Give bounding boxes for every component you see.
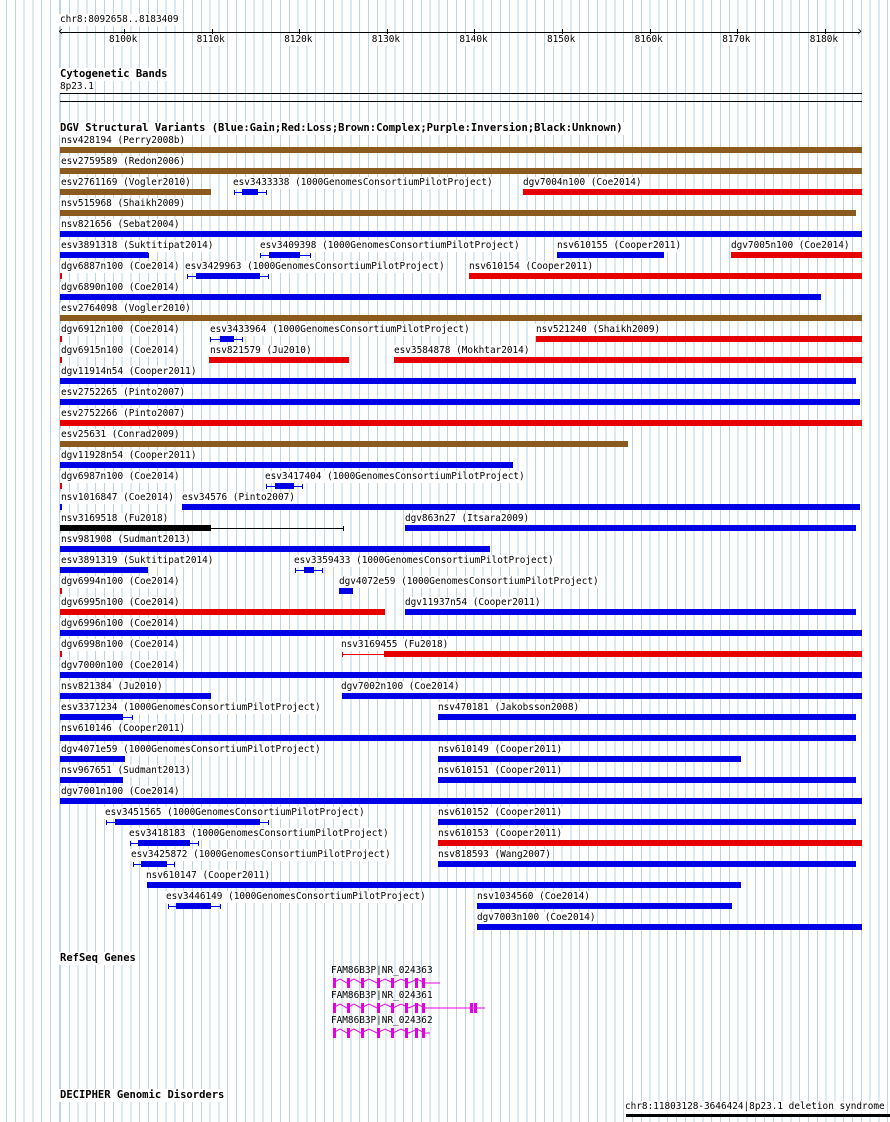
gene-label: FAM86B3P|NR_024363 (331, 965, 433, 976)
variant-bar (384, 651, 862, 657)
variant-bar (477, 903, 732, 909)
variant-label: dgv6890n100 (Coe2014) (61, 282, 180, 293)
ruler-tick-label: 8140k (459, 34, 488, 45)
variant-label: esv3433964 (1000GenomesConsortiumPilotProject) (210, 324, 470, 335)
gene-model (325, 1001, 495, 1015)
cytoband-line (60, 93, 862, 94)
gene-exon (333, 1003, 336, 1013)
variant-bar (60, 315, 862, 321)
variant-label: dgv4071e59 (1000GenomesConsortiumPilotProject) (61, 744, 321, 755)
variant-bar (138, 840, 190, 846)
decipher-bar (626, 1114, 890, 1117)
variant-bar (196, 273, 260, 279)
variant-end-tick (242, 337, 243, 342)
variant-label: esv34576 (Pinto2007) (182, 492, 295, 503)
variant-end-tick (132, 715, 133, 720)
variant-bar (438, 819, 856, 825)
variant-label: nsv1016847 (Coe2014) (61, 492, 174, 503)
gene-exon (415, 978, 418, 988)
gene-exon (391, 1028, 394, 1038)
variant-label: dgv4072e59 (1000GenomesConsortiumPilotProject) (339, 576, 599, 587)
variant-label: dgv7003n100 (Coe2014) (477, 912, 596, 923)
variant-bar (477, 924, 862, 930)
variant-end-tick (174, 862, 175, 867)
dgv-track-title: DGV Structural Variants (Blue:Gain;Red:Loss;Brown:Complex;Purple:Inversion;Black:Unknown) (60, 122, 623, 134)
variant-bar (60, 294, 821, 300)
variant-label: esv3429963 (1000GenomesConsortiumPilotProject) (185, 261, 445, 272)
variant-bar (60, 630, 862, 636)
ruler-tick-label: 8100k (109, 34, 138, 45)
variant-bar (304, 567, 314, 573)
gene-exon (347, 1003, 350, 1013)
variant-bar (60, 420, 862, 426)
variant-label: dgv6915n100 (Coe2014) (61, 345, 180, 356)
gene-exon (415, 1003, 418, 1013)
variant-label: nsv3169518 (Fu2018) (61, 513, 169, 524)
variant-bar (60, 567, 148, 573)
gene-intron-line (333, 1004, 485, 1008)
variant-label: esv3409398 (1000GenomesConsortiumPilotProject) (260, 240, 520, 251)
variant-label: dgv7005n100 (Coe2014) (731, 240, 850, 251)
variant-label: esv3446149 (1000GenomesConsortiumPilotProject) (166, 891, 426, 902)
variant-end-tick (133, 862, 134, 867)
variant-label: nsv818593 (Wang2007) (438, 849, 551, 860)
variant-bar (60, 672, 862, 678)
variant-bar (60, 462, 513, 468)
ruler-tick-label: 8110k (196, 34, 225, 45)
gene-exon (405, 978, 408, 988)
variant-end-tick (187, 274, 188, 279)
gene-exon (391, 978, 394, 988)
variant-bar (60, 441, 628, 447)
variant-bar (60, 735, 856, 741)
variant-bar (209, 357, 349, 363)
variant-bar (536, 336, 862, 342)
variant-label: esv3584878 (Mokhtar2014) (394, 345, 530, 356)
refseq-genes-title: RefSeq Genes (60, 952, 136, 964)
variant-bar (60, 252, 148, 258)
variant-bar (438, 714, 856, 720)
variant-span-line (342, 654, 384, 655)
gene-label: FAM86B3P|NR_024361 (331, 990, 433, 1001)
variant-bar (60, 189, 211, 195)
variant-bar (339, 588, 353, 594)
variant-label: nsv515968 (Shaikh2009) (61, 198, 186, 209)
variant-bar (269, 252, 300, 258)
variant-end-tick (210, 337, 211, 342)
variant-bar (147, 882, 741, 888)
gene-exon (405, 1028, 408, 1038)
variant-bar (60, 168, 862, 174)
variant-end-tick (106, 820, 107, 825)
variant-label: dgv6995n100 (Coe2014) (61, 597, 180, 608)
variant-label: dgv11937n54 (Cooper2011) (405, 597, 541, 608)
gene-exon (377, 1028, 380, 1038)
ruler-tick-label: 8130k (371, 34, 401, 45)
variant-label: nsv610155 (Cooper2011) (557, 240, 682, 251)
variant-label: nsv610147 (Cooper2011) (146, 870, 271, 881)
variant-label: dgv6996n100 (Coe2014) (61, 618, 180, 629)
decipher-title: DECIPHER Genomic Disorders (60, 1089, 225, 1101)
variant-label: esv3359433 (1000GenomesConsortiumPilotProject) (294, 555, 554, 566)
gene-exon (474, 1003, 477, 1013)
ruler-tick-label: 8120k (284, 34, 313, 45)
gene-exon (361, 1003, 364, 1013)
gene-exon (422, 1003, 425, 1013)
variant-label: nsv610154 (Cooper2011) (469, 261, 594, 272)
gene-label: FAM86B3P|NR_024362 (331, 1015, 433, 1026)
variant-bar (60, 147, 862, 153)
variant-bar (60, 756, 125, 762)
ruler-tick-label: 8160k (634, 34, 663, 45)
variant-bar (557, 252, 664, 258)
variant-bar (60, 210, 856, 216)
variant-label: dgv6987n100 (Coe2014) (61, 471, 180, 482)
variant-label: dgv11928n54 (Cooper2011) (61, 450, 197, 461)
variant-label: nsv981908 (Sudmant2013) (61, 534, 191, 545)
variant-end-tick (220, 904, 221, 909)
variant-label: esv2752265 (Pinto2007) (61, 387, 186, 398)
variant-label: nsv610152 (Cooper2011) (438, 807, 563, 818)
variant-bar (60, 714, 123, 720)
variant-label: esv3451565 (1000GenomesConsortiumPilotProject) (105, 807, 365, 818)
variant-label: nsv821656 (Sebat2004) (61, 219, 180, 230)
variant-bar (438, 840, 862, 846)
gene-model (325, 1026, 495, 1040)
variant-bar (115, 819, 260, 825)
variant-label: dgv7002n100 (Coe2014) (341, 681, 460, 692)
variant-end-tick (342, 652, 343, 657)
variant-bar (60, 609, 385, 615)
variant-end-tick (268, 820, 269, 825)
gene-exon (470, 1003, 473, 1013)
gene-model (325, 976, 495, 990)
variant-label: esv3418183 (1000GenomesConsortiumPilotProject) (129, 828, 389, 839)
variant-bar (342, 693, 862, 699)
variant-label: esv3891318 (Suktitipat2014) (61, 240, 214, 251)
variant-end-tick (130, 841, 131, 846)
variant-end-tick (148, 253, 149, 258)
variant-end-tick (260, 253, 261, 258)
variant-end-tick (322, 568, 323, 573)
variant-bar (60, 504, 62, 510)
variant-bar (438, 861, 856, 867)
variant-label: nsv821384 (Ju2010) (61, 681, 163, 692)
variant-label: nsv610146 (Cooper2011) (61, 723, 186, 734)
gene-exon (333, 1028, 336, 1038)
variant-label: esv2759589 (Redon2006) (61, 156, 186, 167)
variant-end-tick (268, 274, 269, 279)
variant-bar (60, 777, 123, 783)
variant-label: nsv1034560 (Coe2014) (477, 891, 590, 902)
gene-exon (361, 1028, 364, 1038)
variant-bar (60, 378, 856, 384)
variant-label: esv3425872 (1000GenomesConsortiumPilotProject) (131, 849, 391, 860)
variant-bar (438, 756, 741, 762)
variant-end-tick (295, 568, 296, 573)
variant-bar (438, 777, 856, 783)
variant-label: nsv428194 (Perry2008b) (61, 135, 186, 146)
variant-bar (394, 357, 862, 363)
variant-bar (141, 861, 167, 867)
variant-label: esv2764098 (Vogler2010) (61, 303, 191, 314)
variant-label: dgv7001n100 (Coe2014) (61, 786, 180, 797)
variant-bar (405, 609, 856, 615)
variant-label: esv2752266 (Pinto2007) (61, 408, 186, 419)
variant-end-tick (302, 484, 303, 489)
ruler-left-arrow: ‹ (57, 24, 65, 38)
variant-bar (60, 399, 860, 405)
variant-label: nsv3169455 (Fu2018) (341, 639, 449, 650)
variant-bar (60, 483, 62, 489)
variant-label: dgv11914n54 (Cooper2011) (61, 366, 197, 377)
ruler-tick-label: 8180k (809, 34, 839, 45)
gene-exon (391, 1003, 394, 1013)
variant-label: esv3433338 (1000GenomesConsortiumPilotProject) (233, 177, 493, 188)
ruler-tick-label: 8150k (547, 34, 576, 45)
gene-exon (377, 978, 380, 988)
ruler-axis-line (60, 32, 860, 33)
variant-bar (405, 525, 856, 531)
variant-bar (60, 231, 862, 237)
variant-bar (731, 252, 862, 258)
variant-label: nsv967651 (Sudmant2013) (61, 765, 191, 776)
variant-bar (60, 546, 490, 552)
cytogenetic-bands-title: Cytogenetic Bands (60, 68, 168, 80)
variant-bar (60, 693, 211, 699)
variant-label: nsv610153 (Cooper2011) (438, 828, 563, 839)
variant-label: dgv6912n100 (Coe2014) (61, 324, 180, 335)
gene-exon (405, 1003, 408, 1013)
cytoband-label: 8p23.1 (60, 81, 94, 92)
variant-end-tick (234, 190, 235, 195)
gene-exon (361, 978, 364, 988)
decipher-label: chr8:11803128-3646424|8p23.1 deletion syndrome (625, 1101, 885, 1112)
variant-bar (242, 189, 258, 195)
ruler-position-label: chr8:8092658..8183409 (60, 14, 179, 25)
variant-end-tick (266, 484, 267, 489)
variant-end-tick (343, 526, 344, 531)
gene-exon (377, 1003, 380, 1013)
variant-bar (60, 273, 62, 279)
variant-label: dgv6994n100 (Coe2014) (61, 576, 180, 587)
variant-label: nsv521240 (Shaikh2009) (536, 324, 661, 335)
gene-exon (333, 978, 336, 988)
variant-bar (182, 504, 860, 510)
variant-bar (60, 651, 62, 657)
variant-bar (60, 798, 862, 804)
variant-label: dgv7000n100 (Coe2014) (61, 660, 180, 671)
variant-label: dgv7004n100 (Coe2014) (523, 177, 642, 188)
variant-label: esv3371234 (1000GenomesConsortiumPilotProject) (61, 702, 321, 713)
variant-end-tick (198, 841, 199, 846)
ruler-tick-label: 8170k (722, 34, 751, 45)
gene-exon (415, 1028, 418, 1038)
variant-label: esv3891319 (Suktitipat2014) (61, 555, 214, 566)
variant-end-tick (168, 904, 169, 909)
variant-bar (60, 525, 211, 531)
variant-bar (176, 903, 211, 909)
gene-exon (347, 978, 350, 988)
variant-label: esv25631 (Conrad2009) (61, 429, 180, 440)
variant-bar (469, 273, 862, 279)
variant-bar (60, 357, 62, 363)
gene-exon (422, 978, 425, 988)
variant-end-tick (310, 253, 311, 258)
variant-bar (523, 189, 862, 195)
variant-label: nsv610151 (Cooper2011) (438, 765, 563, 776)
variant-end-tick (266, 190, 267, 195)
variant-bar (220, 336, 234, 342)
variant-label: nsv470181 (Jakobsson2008) (438, 702, 580, 713)
variant-label: esv2761169 (Vogler2010) (61, 177, 191, 188)
variant-label: dgv6887n100 (Coe2014) (61, 261, 180, 272)
variant-bar (275, 483, 294, 489)
variant-label: nsv610149 (Cooper2011) (438, 744, 563, 755)
variant-label: dgv6998n100 (Coe2014) (61, 639, 180, 650)
variant-bar (60, 336, 62, 342)
gene-exon (422, 1028, 425, 1038)
cytoband-line (60, 101, 862, 102)
variant-bar (60, 588, 62, 594)
gene-exon (347, 1028, 350, 1038)
variant-label: esv3417404 (1000GenomesConsortiumPilotProject) (265, 471, 525, 482)
variant-label: nsv821579 (Ju2010) (210, 345, 312, 356)
variant-label: dgv863n27 (Itsara2009) (405, 513, 530, 524)
ruler-right-arrow: › (856, 24, 864, 38)
